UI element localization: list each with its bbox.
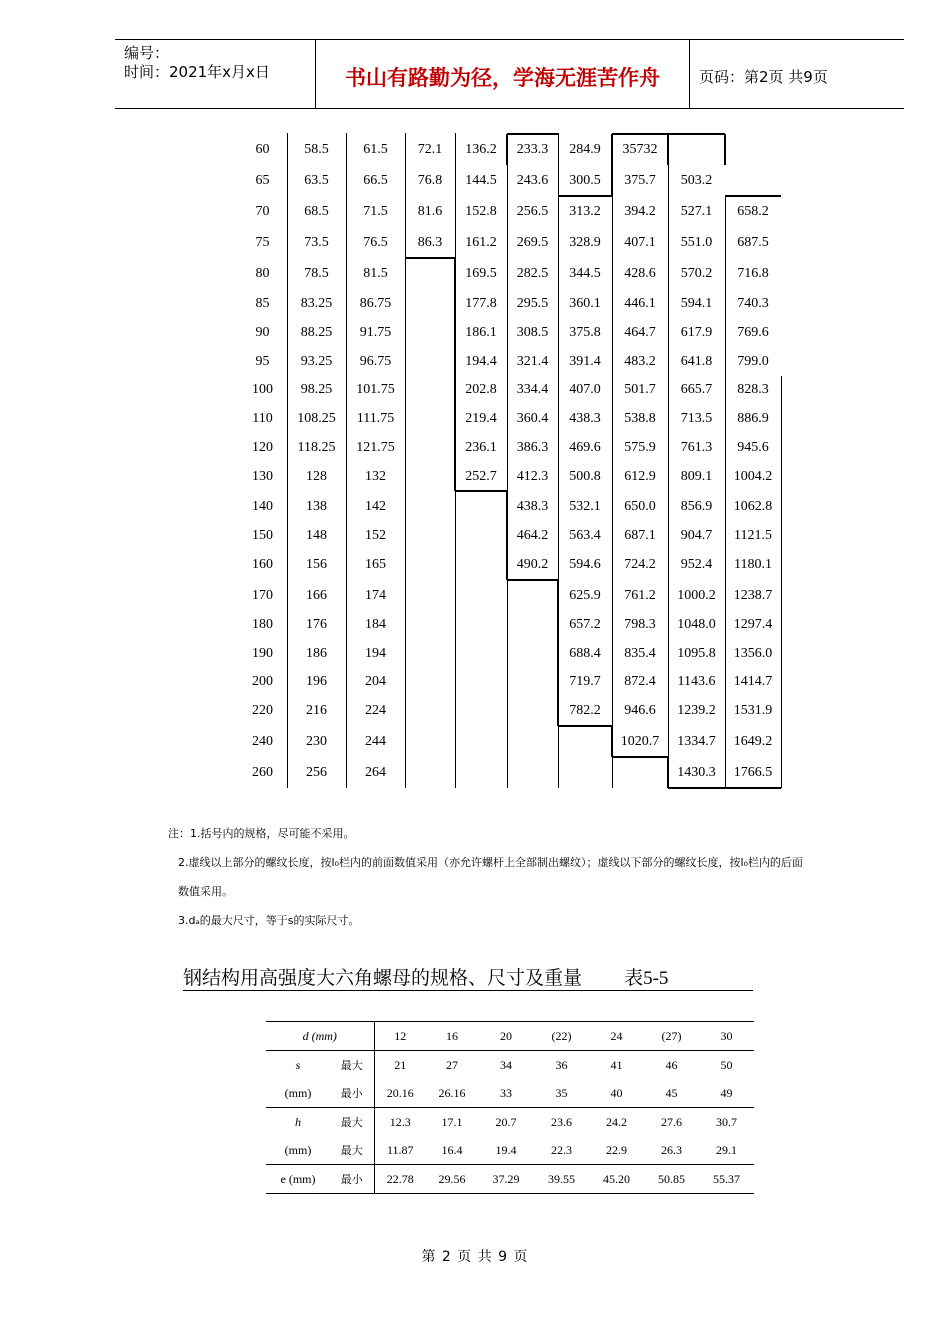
table-cell: 1004.2: [733, 469, 773, 484]
table-cell: 1297.4: [733, 617, 773, 632]
table-cell: 61.5: [363, 142, 388, 157]
table-cell: 782.2: [569, 703, 601, 718]
table-cell: 88.25: [300, 325, 333, 340]
table-cell: 1414.7: [733, 674, 773, 689]
table-cell: 224: [365, 703, 386, 718]
table-cell: 532.1: [569, 499, 601, 514]
table-cell: 76.5: [363, 235, 388, 250]
table-cell: 269.5: [516, 235, 549, 250]
table-cell: 394.2: [624, 204, 656, 219]
e-min-value: 39.55: [534, 1165, 589, 1194]
table-row-header: 70: [255, 204, 270, 219]
table-cell: 156: [306, 557, 327, 572]
table-cell: 761.2: [624, 588, 656, 603]
table-cell: 72.1: [417, 142, 443, 157]
s-max-value: 41: [589, 1051, 644, 1080]
table-cell: 503.2: [680, 173, 713, 188]
table-cell: 483.2: [624, 354, 656, 369]
boundary-line-h: [507, 579, 558, 581]
table-cell: 282.5: [516, 266, 549, 281]
s-min-value: 49: [720, 1085, 733, 1100]
table-cell: 264: [365, 765, 386, 780]
h-row2-value: 22.3: [551, 1142, 572, 1157]
table55-row-h-2: [266, 1136, 754, 1165]
table-cell: 58.5: [304, 142, 329, 157]
table-cell: 687.1: [624, 528, 656, 543]
table-cell: 295.5: [516, 296, 549, 311]
table-cell: 490.2: [516, 557, 549, 572]
page-footer: 第 2 页 共 9 页: [421, 1249, 529, 1265]
table-cell: 202.8: [465, 382, 497, 397]
table-cell: 344.5: [569, 266, 601, 281]
table-cell: 176: [306, 617, 327, 632]
table-row-header: 110: [252, 411, 273, 426]
h-row1-value: 17.1: [426, 1108, 478, 1137]
table55-row-h-1: [266, 1108, 754, 1137]
boundary-line-v: [454, 258, 456, 491]
column-rule: [725, 196, 726, 788]
table-cell: 83.25: [300, 296, 333, 311]
table-cell: 1000.2: [677, 588, 716, 603]
table-row-header: 180: [252, 617, 273, 632]
table-cell: 86.3: [417, 235, 443, 250]
h-row1-value: 24.2: [589, 1108, 644, 1137]
table-cell: 1180.1: [734, 557, 772, 572]
table-cell: 687.5: [737, 235, 769, 250]
table55-row-s-max: [266, 1051, 754, 1080]
table-cell: 527.1: [680, 204, 713, 219]
s-unit: (mm): [284, 1085, 312, 1100]
table-cell: 101.75: [356, 382, 395, 397]
table-cell: 1095.8: [677, 646, 716, 661]
column-rule: [346, 133, 347, 788]
table55-title: [183, 963, 668, 990]
table-cell: 204: [365, 674, 386, 689]
table-cell: 872.4: [624, 674, 656, 689]
h-row1-value: 30.7: [699, 1108, 754, 1137]
table-cell: 375.8: [569, 325, 601, 340]
table-cell: 78.5: [304, 266, 329, 281]
table-cell: 328.9: [569, 235, 601, 250]
table-cell: 165: [365, 557, 386, 572]
s-label: s: [266, 1051, 330, 1080]
table-cell: 236.1: [465, 440, 497, 455]
boundary-line-v: [611, 726, 613, 757]
table-row-header: 130: [252, 469, 273, 484]
table-cell: 412.3: [516, 469, 549, 484]
table-row-header: 200: [252, 674, 273, 689]
table-cell: 952.4: [680, 557, 713, 572]
table-row-header: 85: [255, 296, 270, 311]
table-cell: 194.4: [465, 354, 497, 369]
table-cell: 1430.3: [677, 765, 716, 780]
table-cell: 230: [306, 734, 327, 749]
table-cell: 1020.7: [620, 734, 660, 749]
table-cell: 1238.7: [733, 588, 773, 603]
table-cell: 91.75: [359, 325, 392, 340]
table-cell: 177.8: [465, 296, 497, 311]
table-cell: 1143.6: [677, 674, 716, 689]
h-row1-value: 23.6: [534, 1108, 589, 1137]
table-cell: 835.4: [624, 646, 656, 661]
boundary-line-h: [405, 257, 455, 259]
h-row2-value: 29.1: [716, 1142, 737, 1157]
s-max-value: 34: [478, 1051, 534, 1080]
table-cell: 308.5: [516, 325, 549, 340]
boundary-line-v: [667, 134, 669, 165]
table-cell: 769.6: [737, 325, 769, 340]
s-min-value: 26.16: [438, 1085, 466, 1100]
table55-title-text: 钢结构用高强度大六角螺母的规格、尺寸及重量: [183, 967, 583, 989]
table55-row-d: [266, 1022, 754, 1051]
table-cell: 713.5: [680, 411, 713, 426]
table-cell: 617.9: [680, 325, 713, 340]
note-2-continued: 数值采用。: [178, 885, 233, 898]
table-cell: 563.4: [569, 528, 601, 543]
table-cell: 121.75: [356, 440, 395, 455]
table-cell: 166: [306, 588, 327, 603]
table-cell: 186.1: [465, 325, 497, 340]
table-row-header: 90: [255, 325, 270, 340]
boundary-line-h: [612, 756, 668, 758]
d-value: 16: [426, 1022, 478, 1051]
d-value: 12: [374, 1022, 426, 1051]
boundary-line-h: [455, 490, 507, 492]
table-cell: 194: [365, 646, 386, 661]
page-header: [115, 39, 904, 109]
h-row1-value: 20.7: [478, 1108, 534, 1137]
table-cell: 360.1: [569, 296, 601, 311]
table-cell: 118.25: [297, 440, 336, 455]
e-min-value: 37.29: [478, 1165, 534, 1194]
note-3: 3.dₐ的最大尺寸，等于s的实际尺寸。: [178, 914, 360, 927]
table-row-header: 100: [252, 382, 273, 397]
table55: [266, 1021, 754, 1194]
table-cell: 174: [365, 588, 386, 603]
table-cell: 658.2: [737, 204, 769, 219]
table-cell: 657.2: [569, 617, 601, 632]
table-row-header: 75: [255, 235, 270, 250]
table-cell: 111.75: [356, 411, 395, 426]
table-cell: 284.9: [569, 142, 601, 157]
table-cell: 594.6: [569, 557, 601, 572]
table-cell: 570.2: [680, 266, 713, 281]
s-min-value: 35: [555, 1085, 568, 1100]
table-cell: 334.4: [516, 382, 549, 397]
table-cell: 244: [365, 734, 386, 749]
boundary-line-v: [667, 757, 669, 788]
table-cell: 612.9: [624, 469, 656, 484]
table-cell: 798.3: [624, 617, 656, 632]
table-cell: 321.4: [516, 354, 549, 369]
table-cell: 152.8: [465, 204, 497, 219]
table-cell: 86.75: [359, 296, 392, 311]
page-label: 页码：第2页 共9页: [699, 68, 828, 86]
table-row-header: 95: [255, 354, 270, 369]
h-row2-value: 22.9: [606, 1142, 627, 1157]
table-cell: 152: [365, 528, 386, 543]
table-cell: 148: [306, 528, 327, 543]
table-cell: 243.6: [516, 173, 549, 188]
table-cell: 300.5: [569, 173, 601, 188]
table-cell: 196: [306, 674, 327, 689]
table-cell: 391.4: [569, 354, 601, 369]
d-value: (27): [644, 1022, 699, 1051]
e-min-value: 45.20: [589, 1165, 644, 1194]
d-label: d (mm): [266, 1022, 374, 1051]
h-label: h: [266, 1108, 330, 1137]
table-cell: 1766.5: [733, 765, 773, 780]
table-cell: 138: [306, 499, 327, 514]
table-cell: 219.4: [465, 411, 497, 426]
table-cell: 71.5: [363, 204, 388, 219]
table-row-header: 260: [252, 765, 273, 780]
h-unit: (mm): [284, 1142, 312, 1157]
table-cell: 688.4: [569, 646, 601, 661]
table-cell: 1239.2: [677, 703, 716, 718]
table-cell: 501.7: [624, 382, 656, 397]
table-cell: 809.1: [680, 469, 713, 484]
table-row-header: 190: [252, 646, 273, 661]
table-cell: 184: [365, 617, 386, 632]
table-cell: 428.6: [624, 266, 656, 281]
s-max-value: 21: [374, 1051, 426, 1080]
table55-row-e: [266, 1165, 754, 1194]
table-cell: 35732: [622, 142, 658, 157]
table-cell: 73.5: [304, 235, 329, 250]
table-row-header: 140: [252, 499, 273, 514]
table-cell: 575.9: [624, 440, 656, 455]
table-row-header: 240: [252, 734, 273, 749]
table-cell: 641.8: [680, 354, 713, 369]
table-cell: 740.3: [737, 296, 769, 311]
s-max-value: 36: [534, 1051, 589, 1080]
table-cell: 1649.2: [733, 734, 773, 749]
s-min-value: 20.16: [386, 1085, 414, 1100]
boundary-line-h: [507, 133, 558, 135]
table-cell: 665.7: [680, 382, 713, 397]
table-cell: 256.5: [516, 204, 549, 219]
e-min-value: 50.85: [644, 1165, 699, 1194]
boundary-line-h: [725, 195, 781, 197]
table-cell: 68.5: [304, 204, 329, 219]
column-rule: [287, 133, 288, 788]
table-cell: 464.2: [516, 528, 549, 543]
h-row1-value: 27.6: [644, 1108, 699, 1137]
table-cell: 886.9: [737, 411, 769, 426]
table-row-header: 220: [252, 703, 273, 718]
table-row-header: 65: [255, 173, 270, 188]
s-min-value: 33: [500, 1085, 512, 1100]
table-cell: 216: [306, 703, 327, 718]
d-value: 24: [589, 1022, 644, 1051]
table-cell: 438.3: [569, 411, 601, 426]
table-cell: 625.9: [569, 588, 601, 603]
header-left-cell: [115, 40, 316, 108]
table55-row-s-min: [266, 1079, 754, 1108]
s-min-value: 40: [610, 1085, 623, 1100]
table-cell: 828.3: [737, 382, 769, 397]
h-row1-label: 最大: [330, 1108, 374, 1137]
column-rule: [507, 133, 508, 788]
table-cell: 719.7: [569, 674, 601, 689]
table-cell: 1062.8: [733, 499, 773, 514]
boundary-line-v: [506, 491, 508, 580]
table-cell: 538.8: [624, 411, 656, 426]
table-cell: 161.2: [465, 235, 497, 250]
table-cell: 256: [306, 765, 327, 780]
table-cell: 252.7: [465, 469, 497, 484]
table-cell: 1356.0: [733, 646, 773, 661]
s-max-value: 46: [644, 1051, 699, 1080]
table-cell: 128: [306, 469, 327, 484]
table-cell: 81.6: [417, 204, 443, 219]
e-min-label: 最小: [330, 1165, 374, 1194]
h-row2-label: 最大: [330, 1136, 374, 1165]
table-cell: 407.0: [569, 382, 601, 397]
s-min-value: 45: [665, 1085, 678, 1100]
table-cell: 856.9: [680, 499, 713, 514]
table55-number: 表5-5: [624, 968, 669, 989]
table-cell: 98.25: [300, 382, 333, 397]
number-label: 编号：: [124, 44, 170, 62]
table-cell: 904.7: [680, 528, 713, 543]
table-cell: 169.5: [465, 266, 497, 281]
table-cell: 63.5: [304, 173, 329, 188]
table-cell: 724.2: [624, 557, 656, 572]
table-cell: 132: [365, 469, 386, 484]
h-row2-value: 19.4: [495, 1142, 517, 1157]
table-cell: 551.0: [680, 235, 713, 250]
boundary-line-v: [506, 134, 508, 165]
s-max-label: 最大: [330, 1051, 374, 1080]
table-cell: 469.6: [569, 440, 601, 455]
boundary-line-v: [724, 134, 726, 165]
table-cell: 1531.9: [733, 703, 773, 718]
table-row-header: 80: [255, 266, 270, 281]
e-min-value: 29.56: [426, 1165, 478, 1194]
table-cell: 446.1: [624, 296, 656, 311]
d-value: (22): [534, 1022, 589, 1051]
table-cell: 500.8: [569, 469, 601, 484]
table-cell: 93.25: [300, 354, 333, 369]
s-max-value: 50: [699, 1051, 754, 1080]
time-label: 时间：2021年x月x日: [124, 63, 270, 81]
table-cell: 945.6: [737, 440, 769, 455]
d-value: 30: [699, 1022, 754, 1051]
table-cell: 407.1: [624, 235, 656, 250]
header-right-cell: [690, 40, 904, 108]
table-cell: 313.2: [569, 204, 601, 219]
table-cell: 96.75: [359, 354, 392, 369]
table-cell: 799.0: [737, 354, 769, 369]
table-cell: 716.8: [737, 266, 769, 281]
s-min-label: 最小: [330, 1079, 374, 1108]
column-rule: [781, 376, 782, 788]
table-cell: 108.25: [297, 411, 336, 426]
table-cell: 650.0: [624, 499, 656, 514]
table-cell: 1048.0: [677, 617, 716, 632]
table-row-header: 60: [255, 142, 270, 157]
h-row2-value: 11.87: [386, 1142, 414, 1157]
table-cell: 464.7: [624, 325, 656, 340]
e-min-value: 22.78: [374, 1165, 426, 1194]
table-cell: 375.7: [624, 173, 656, 188]
table-cell: 76.8: [417, 173, 443, 188]
table-cell: 136.2: [465, 142, 497, 157]
s-max-value: 27: [426, 1051, 478, 1080]
d-value: 20: [478, 1022, 534, 1051]
e-label: e (mm): [266, 1165, 330, 1194]
header-center-cell: [316, 40, 690, 108]
boundary-line-h: [668, 787, 781, 789]
table-cell: 946.6: [624, 703, 656, 718]
table-cell: 66.5: [363, 173, 388, 188]
column-rule: [405, 133, 406, 788]
column-rule: [612, 133, 613, 788]
h-row1-value: 12.3: [374, 1108, 426, 1137]
table-cell: 1121.5: [734, 528, 772, 543]
h-row2-value: 26.3: [661, 1142, 682, 1157]
note-2: 2.虚线以上部分的螺纹长度，按l₀栏内的前面数值采用（亦允许螺杆上全部制出螺纹）；虚线以下部分的螺纹长度，按l₀栏内的后面: [178, 856, 803, 869]
table-cell: 142: [365, 499, 386, 514]
table-cell: 1334.7: [677, 734, 716, 749]
e-min-value: 55.37: [699, 1165, 754, 1194]
header-motto: 书山有路勤为径，学海无涯苦作舟: [345, 66, 660, 90]
table-row-header: 170: [252, 588, 273, 603]
table-cell: 386.3: [516, 440, 549, 455]
table55-title-rule: [183, 990, 753, 991]
table-cell: 186: [306, 646, 327, 661]
boundary-line-v: [557, 580, 559, 726]
table-row-header: 120: [252, 440, 273, 455]
table-cell: 438.3: [516, 499, 549, 514]
table-cell: 233.3: [516, 142, 549, 157]
column-rule: [668, 133, 669, 788]
table-row-header: 160: [252, 557, 273, 572]
table-cell: 360.4: [516, 411, 549, 426]
boundary-line-h: [558, 725, 612, 727]
h-row2-value: 16.4: [441, 1142, 463, 1157]
table-cell: 144.5: [465, 173, 497, 188]
note-1: 注：1.括号内的规格，尽可能不采用。: [168, 827, 355, 840]
boundary-line-h: [558, 195, 612, 197]
table-cell: 761.3: [680, 440, 713, 455]
table-cell: 81.5: [363, 266, 388, 281]
table-row-header: 150: [252, 528, 273, 543]
boundary-line-v: [611, 134, 613, 196]
table-cell: 594.1: [680, 296, 713, 311]
